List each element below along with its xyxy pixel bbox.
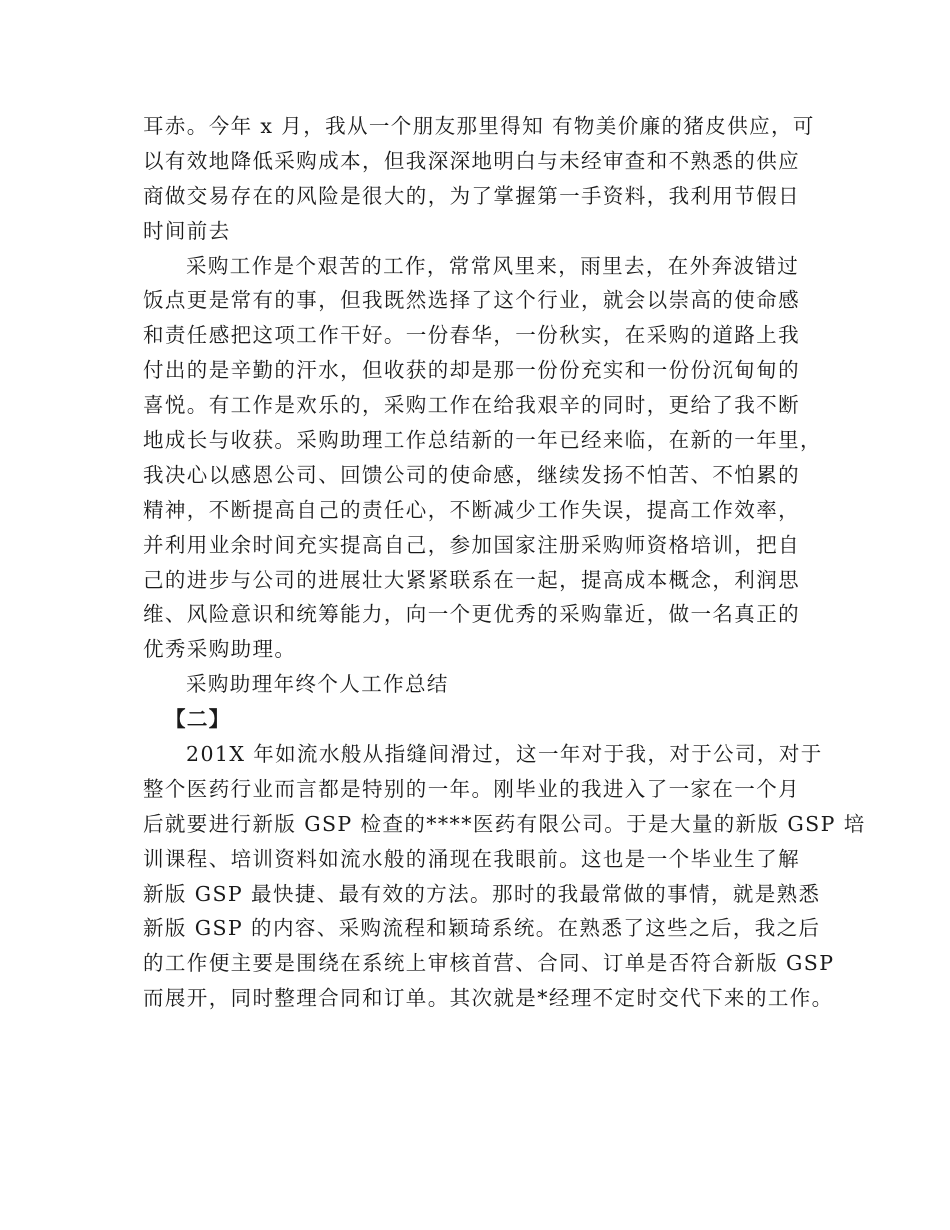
text-line: 己的进步与公司的进展壮大紧紧联系在一起，提高成本概念，利润思 — [143, 567, 800, 592]
paragraph — [143, 249, 833, 668]
section-number-heading — [143, 702, 833, 737]
document-body — [143, 109, 866, 1016]
text-line: 维、风险意识和统筹能力，向一个更优秀的采购靠近，做一名真正的 — [143, 602, 800, 627]
section-number-text: 【二】 — [165, 707, 231, 732]
text-line: 我决心以感恩公司、回馈公司的使命感，继续发扬不怕苦、不怕累的 — [143, 462, 800, 487]
text-line: 并利用业余时间充实提高自己，参加国家注册采购师资格培训，把自 — [143, 532, 800, 557]
text-line: 整个医药行业而言都是特别的一年。刚毕业的我进入了一家在一个月 — [143, 776, 800, 801]
text-line: 新版 GSP 最快捷、最有效的方法。那时的我最常做的事情，就是熟悉 — [143, 881, 821, 906]
text-line: 201X 年如流水般从指缝间滑过，这一年对于我，对于公司，对于 — [186, 742, 823, 767]
text-line: 训课程、培训资料如流水般的涌现在我眼前。这也是一个毕业生了解 — [143, 846, 800, 871]
text-line: 地成长与收获。采购助理工作总结新的一年已经来临，在新的一年里， — [143, 428, 822, 453]
text-line: 以有效地降低采购成本，但我深深地明白与未经审查和不熟悉的供应 — [143, 148, 800, 173]
text-line: 商做交易存在的风险是很大的，为了掌握第一手资料，我利用节假日 — [143, 183, 800, 208]
paragraph-continuation — [143, 109, 833, 249]
section-title-text: 采购助理年终个人工作总结 — [186, 672, 449, 697]
paragraph — [143, 737, 866, 1016]
text-line: 采购工作是个艰苦的工作，常常风里来，雨里去，在外奔波错过 — [186, 253, 800, 278]
text-line: 优秀采购助理。 — [143, 637, 297, 662]
section-title — [143, 667, 833, 702]
text-line: 后就要进行新版 GSP 检查的****医药有限公司。于是大量的新版 GSP 培 — [143, 811, 866, 836]
text-line: 喜悦。有工作是欢乐的，采购工作在给我艰辛的同时，更给了我不断 — [143, 393, 800, 418]
text-line: 精神，不断提高自己的责任心，不断减少工作失误，提高工作效率， — [143, 497, 800, 522]
text-line: 新版 GSP 的内容、采购流程和颖琦系统。在熟悉了这些之后，我之后 — [143, 916, 821, 941]
text-line: 的工作便主要是围绕在系统上审核首营、合同、订单是否符合新版 GSP — [143, 951, 835, 976]
text-line: 而展开，同时整理合同和订单。其次就是*经理不定时交代下来的工作。 — [143, 986, 834, 1011]
text-line: 和责任感把这项工作干好。一份春华，一份秋实，在采购的道路上我 — [143, 323, 800, 348]
text-line: 耳赤。今年 x 月，我从一个朋友那里得知 有物美价廉的猪皮供应，可 — [143, 114, 815, 138]
text-line: 付出的是辛勤的汗水，但收获的却是那一份份充实和一份份沉甸甸的 — [143, 358, 800, 383]
text-line: 饭点更是常有的事，但我既然选择了这个行业，就会以崇高的使命感 — [143, 288, 800, 313]
text-line: 时间前去 — [143, 218, 231, 243]
